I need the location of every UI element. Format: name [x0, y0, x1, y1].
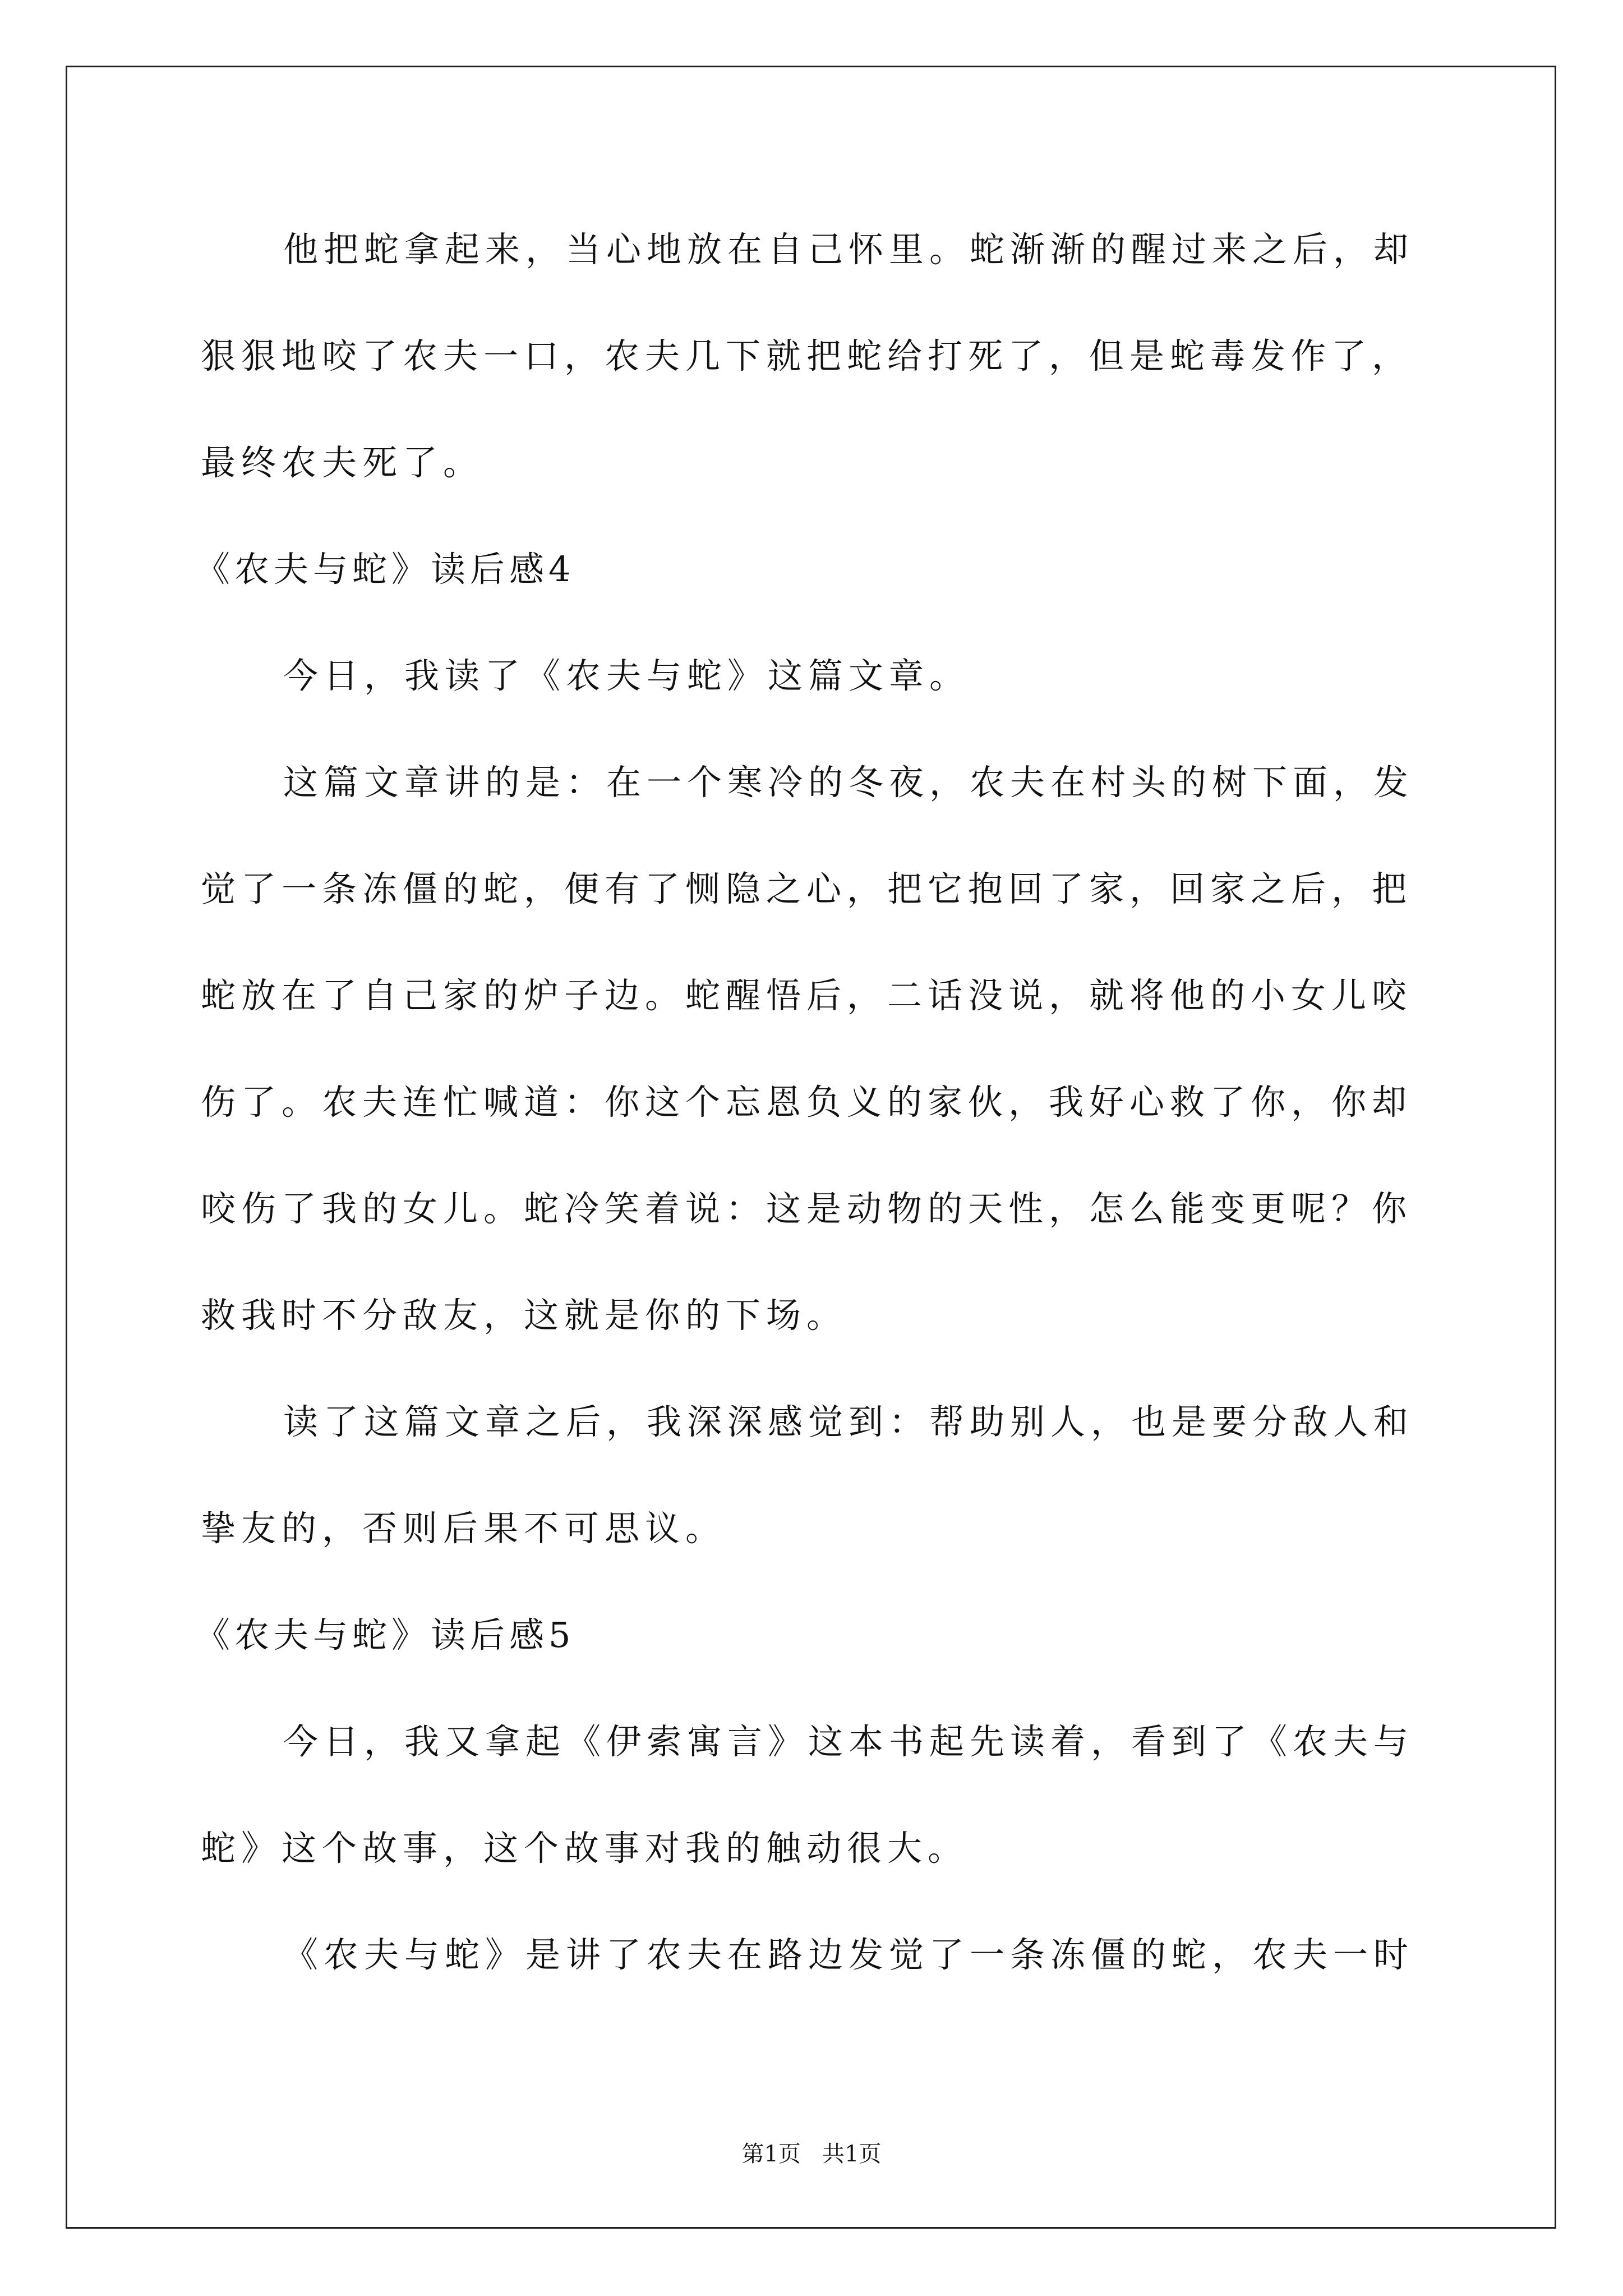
section-heading: 《农夫与蛇》读后感4 [195, 549, 575, 590]
paragraph-line: 这篇文章讲的是：在一个寒冷的冬夜，农夫在村头的树下面，发 [283, 762, 1414, 803]
section-heading: 《农夫与蛇》读后感5 [195, 1614, 575, 1655]
paragraph-line: 今日，我又拿起《伊索寓言》这本书起先读着，看到了《农夫与 [283, 1721, 1414, 1762]
paragraph-line: 今日，我读了《农夫与蛇》这篇文章。 [283, 655, 970, 696]
paragraph-line: 狠狠地咬了农夫一口，农夫几下就把蛇给打死了，但是蛇毒发作了， [201, 335, 1413, 376]
paragraph-line: 觉了一条冻僵的蛇，便有了恻隐之心，把它抱回了家，回家之后，把 [201, 868, 1413, 909]
page-footer: 第1页 共1页 [741, 2141, 882, 2167]
paragraph-line: 救我时不分敌友，这就是你的下场。 [201, 1295, 847, 1336]
paragraph-line: 蛇放在了自己家的炉子边。蛇醒悟后，二话没说，就将他的小女儿咬 [201, 975, 1413, 1016]
paragraph-line: 伤了。农夫连忙喊道：你这个忘恩负义的家伙，我好心救了你，你却 [201, 1082, 1413, 1122]
paragraph-line: 他把蛇拿起来，当心地放在自己怀里。蛇渐渐的醒过来之后，却 [283, 229, 1414, 270]
page-border [66, 66, 1556, 2229]
paragraph-line: 咬伤了我的女儿。蛇冷笑着说：这是动物的天性，怎么能变更呢？你 [201, 1188, 1413, 1229]
paragraph-line: 挚友的，否则后果不可思议。 [201, 1508, 726, 1549]
paragraph-line: 蛇》这个故事，这个故事对我的触动很大。 [201, 1828, 969, 1869]
paragraph-line: 读了这篇文章之后，我深深感觉到：帮助别人，也是要分敌人和 [283, 1401, 1414, 1442]
paragraph-line: 最终农夫死了。 [201, 442, 484, 483]
paragraph-line: 《农夫与蛇》是讲了农夫在路边发觉了一条冻僵的蛇，农夫一时 [283, 1934, 1414, 1975]
